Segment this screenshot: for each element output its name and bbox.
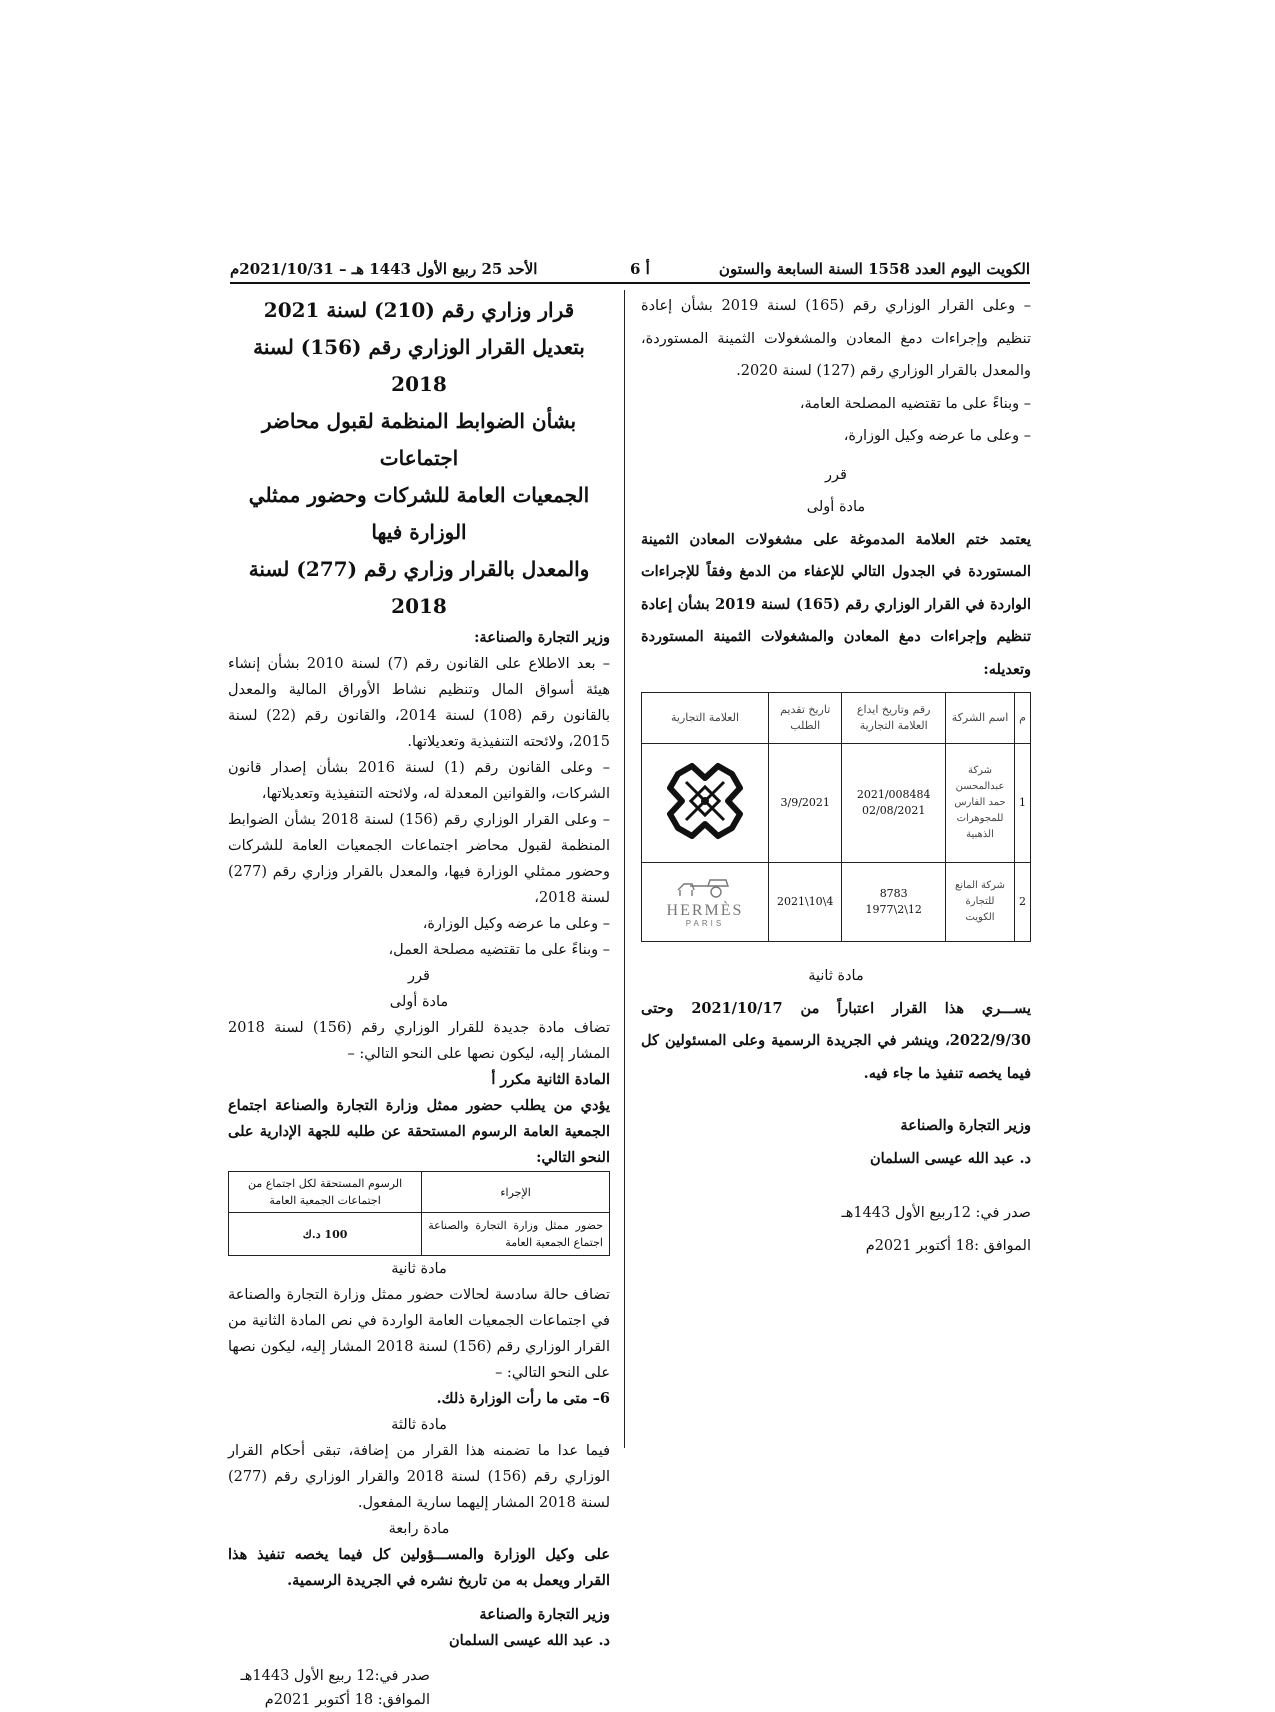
article-heading: مادة ثالثة [391, 1417, 447, 1433]
left-column [228, 292, 610, 1712]
application-date: 4\10\2021 [769, 863, 842, 942]
trademark-subtext: PARIS [685, 918, 725, 928]
recital: – وعلى ما عرضه وكيل الوزارة، [422, 916, 610, 932]
minister-name: د. عبد الله عيسى السلمان [448, 1632, 610, 1649]
article-text: يعتمد ختم العلامة المدموغة على مشغولات المعادن الثمينة المستوردة في الجدول التالي للإعفاء من الدمغ وفقاً للإجراءات الواردة في القرار الوزاري رقم (165) لسنة 2019 بشأن إعادة تنظيم وإجراءات دمغ المعادن والمشغولات الثمينة المستوردة وتعديله: [641, 530, 1031, 678]
article-text: على وكيل الوزارة والمســـؤولين كل فيما يخصه تنفيذ هذا القرار ويعمل به من تاريخ نشره في الجريدة الرسمية. [228, 1546, 610, 1589]
article-text: فيما عدا ما تضمنه هذا القرار من إضافة، تبقى أحكام القرار الوزاري رقم (156) لسنة 2018 والقرار الوزاري رقم (277) لسنة 2018 المشار إليهما سارية المفعول. [228, 1443, 610, 1511]
article-heading: المادة الثانية مكرر أ [491, 1071, 610, 1088]
table-header: تاريخ تقديم الطلب [769, 693, 842, 744]
decree-title: بشأن الضوابط المنظمة لقبول محاضر اجتماعات [261, 409, 577, 470]
page-header [230, 256, 1030, 284]
recital: – وبناءً على ما تقتضيه المصلحة العامة، [799, 395, 1031, 412]
corresponding-date: الموافق: 18 أكتوبر 2021م [264, 1692, 430, 1708]
company-name: شركة المانع للتجارة الكويت [946, 863, 1015, 942]
article-heading: مادة رابعة [388, 1521, 450, 1537]
article-heading: مادة أولى [389, 994, 449, 1010]
recital: – بعد الاطلاع على القانون رقم (7) لسنة 2010 بشأن إنشاء هيئة أسواق المال وتنظيم نشاط الأوراق المالية والمعدل بالقانون رقم (108) لسنة 2014، والقانون رقم (22) لسنة 2015، ولائحته التنفيذية وتعديلاتها. [228, 656, 610, 750]
recital: – وعلى القرار الوزاري رقم (165) لسنة 2019 بشأن إعادة تنظيم وإجراءات دمغ المعادن والمشغولات الثمينة المستوردة، والمعدل بالقرار الوزاري رقم (127) لسنة 2020. [641, 298, 1031, 379]
article-text: يؤدي من يطلب حضور ممثل وزارة التجارة والصناعة اجتماع الجمعية العامة الرسوم المستحقة عن طلبه للجهة الإدارية على النحو التالي: [228, 1097, 610, 1166]
table-header: العلامة التجارية [642, 693, 769, 744]
decided-heading: قرر [825, 466, 847, 483]
registration-cell [842, 744, 946, 863]
trademark-table [641, 692, 1031, 942]
decree-title: قرار وزاري رقم (210) لسنة 2021 [263, 298, 575, 322]
article-text: تضاف حالة سادسة لحالات حضور ممثل وزارة التجارة والصناعة في اجتماعات الجمعيات العامة الواردة في نص المادة الثانية من القرار الوزاري رقم (156) لسنة 2018 المشار إليه، ليكون نصها على النحو التالي: – [228, 1287, 610, 1381]
issue-date: صدر في: 12ربيع الأول 1443هـ [841, 1205, 1031, 1221]
recital: – وعلى القرار الوزاري رقم (156) لسنة 2018 بشأن الضوابط المنظمة لقبول محاضر اجتماعات الجمعيات العامة للشركات وحضور ممثلي الوزارة فيها، والمعدل بالقرار وزاري رقم (277) لسنة 2018، [228, 812, 610, 906]
recital: – وعلى ما عرضه وكيل الوزارة، [843, 428, 1031, 444]
article-heading: مادة ثانية [391, 1261, 447, 1277]
decree-title: الجمعيات العامة للشركات وحضور ممثلي الوزارة فيها [248, 483, 590, 544]
fee-amount: 100 د.ك [229, 1213, 422, 1256]
minister-name: د. عبد الله عيسى السلمان [869, 1149, 1031, 1167]
decree-title: والمعدل بالقرار وزاري رقم (277) لسنة 2018 [248, 557, 590, 618]
company-name: شركة عبدالمحسن حمد الفارس للمجوهرات الذهبية [946, 744, 1015, 863]
fee-procedure: حضور ممثل وزارة التجارة والصناعة اجتماع الجمعية العامة [422, 1213, 610, 1256]
issue-date: صدر في:12 ربيع الأول 1443هـ [240, 1668, 430, 1684]
article-heading: مادة ثانية [808, 968, 864, 984]
table-header: رقم وتاريخ ايداع العلامة التجارية [842, 693, 946, 744]
row-number: 2 [1015, 863, 1031, 942]
decree-title: بتعديل القرار الوزاري رقم (156) لسنة 2018 [253, 335, 585, 396]
recital: – وعلى القانون رقم (1) لسنة 2016 بشأن إصدار قانون الشركات، والقوانين المعدلة له، ولائحته التنفيذية وتعديلاتها، [228, 760, 610, 802]
table-row [642, 744, 1031, 863]
column-divider [624, 290, 625, 1448]
header-date: الأحد 25 ربيع الأول 1443 هـ – 2021/10/31م [230, 260, 538, 278]
registration-number: 2021/008484 [856, 788, 931, 801]
article-text: تضاف مادة جديدة للقرار الوزاري رقم (156) لسنة 2018 المشار إليه، ليكون نصها على النحو التالي: – [228, 1020, 610, 1062]
registration-number: 8783 [879, 887, 908, 900]
table-header: م [1015, 693, 1031, 744]
registration-date: 02/08/2021 [861, 804, 926, 817]
table-header: الرسوم المستحقة لكل اجتماع من اجتماعات الجمعية العامة [229, 1172, 422, 1213]
header-page-number: أ 6 [630, 260, 650, 278]
article-text: يســـري هذا القرار اعتباراً من 2021/10/17 وحتى 2022/9/30، وينشر في الجريدة الرسمية وعلى المسئولين كل فيما يخصه تنفيذ ما جاء فيه. [641, 999, 1031, 1082]
application-date: 3/9/2021 [769, 744, 842, 863]
minister-title: وزير التجارة والصناعة [479, 1606, 610, 1623]
carriage-icon [670, 876, 740, 898]
table-row [229, 1213, 610, 1256]
minister-intro: وزير التجارة والصناعة: [474, 629, 610, 646]
fees-table [228, 1171, 610, 1256]
recital: – وبناءً على ما تقتضيه مصلحة العمل، [388, 942, 610, 958]
header-issue: الكويت اليوم العدد 1558 السنة السابعة والستون [718, 260, 1030, 278]
right-column [641, 290, 1031, 1262]
table-row [642, 863, 1031, 942]
registration-date: 12\2\1977 [865, 903, 922, 916]
cross-emblem-logo [662, 758, 748, 844]
trademark-cell [642, 863, 769, 942]
trademark-text: HERMÈS [666, 901, 744, 919]
table-header: الإجراء [422, 1172, 610, 1213]
trademark-cell [642, 744, 769, 863]
corresponding-date: الموافق :18 أكتوبر 2021م [865, 1237, 1031, 1254]
row-number: 1 [1015, 744, 1031, 863]
article-item: 6– متى ما رأت الوزارة ذلك. [436, 1390, 610, 1407]
decided-heading: قرر [408, 968, 430, 984]
table-header: اسم الشركة [946, 693, 1015, 744]
minister-title: وزير التجارة والصناعة [900, 1117, 1031, 1134]
registration-cell [842, 863, 946, 942]
article-heading: مادة أولى [806, 499, 866, 515]
